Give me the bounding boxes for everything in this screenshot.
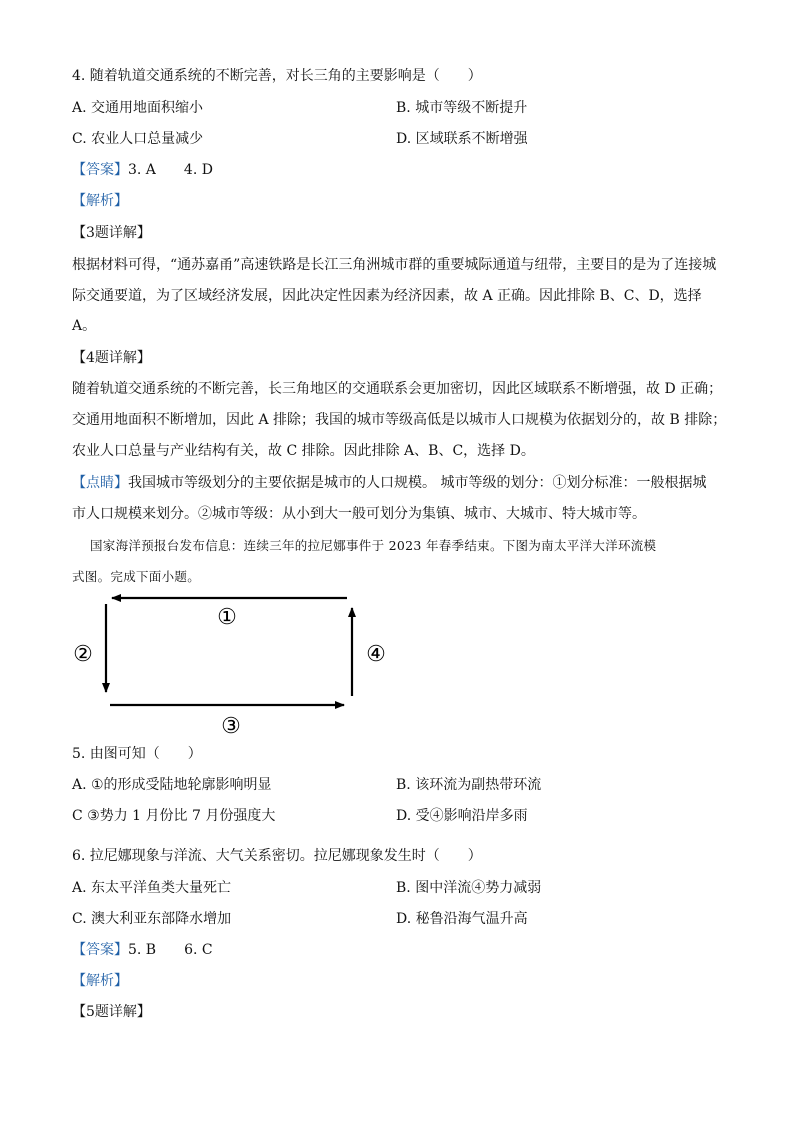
answer-text: 3. A 4. D [128, 162, 213, 178]
q6-option-b: B. 图中洋流④势力减弱 [396, 880, 542, 896]
detail-3-line: A。 [72, 318, 97, 334]
answer-label: 【答案】 [72, 942, 128, 958]
q5-option-c: C ③势力 1 月份比 7 月份强度大 [72, 808, 276, 824]
answer-label: 【答案】 [72, 162, 128, 178]
label-circle-3: ③ [221, 714, 241, 738]
tip-text: 我国城市等级划分的主要依据是城市的人口规模。 城市等级的划分：①划分标准：一般根据城 [128, 475, 707, 491]
tip-label: 【点睛】 [72, 475, 128, 491]
analysis-label-1: 【解析】 [72, 193, 128, 209]
material-line: 国家海洋预报台发布信息：连续三年的拉尼娜事件于 2023 年春季结束。下图为南太平洋大洋环流模 [90, 538, 657, 553]
detail-3-line: 际交通要道，为了区域经济发展，因此决定性因素为经济因素，故 A 正确。因此排除 B、C、D，选择 [72, 288, 702, 304]
q4-option-c: C. 农业人口总量减少 [72, 131, 204, 147]
question-5-stem: 5. 由图可知（ ） [72, 746, 202, 762]
detail-3-line: 根据材料可得，“通苏嘉甬”高速铁路是长江三角洲城市群的重要城际通道与纽带，主要目的是为了连接城 [72, 257, 717, 273]
answer-text: 5. B 6. C [128, 942, 213, 958]
detail-4-line: 交通用地面积不断增加，因此 A 排除；我国的城市等级高低是以城市人口规模为依据划分的，故 B 排除； [72, 412, 727, 428]
label-circle-2: ② [73, 642, 93, 667]
material-line: 式图。完成下面小题。 [72, 569, 201, 584]
detail-4-label: 【4题详解】 [72, 350, 151, 366]
q4-option-a: A. 交通用地面积缩小 [72, 100, 204, 116]
answer-line-2 [72, 940, 213, 960]
q6-option-c: C. 澳大利亚东部降水增加 [72, 911, 232, 927]
q4-option-d: D. 区域联系不断增强 [396, 131, 528, 147]
detail-4-line: 随着轨道交通系统的不断完善，长三角地区的交通联系会更加密切，因此区域联系不断增强，故 D 正确； [72, 381, 723, 397]
answer-line-1 [72, 160, 213, 180]
detail-5-label: 【5题详解】 [72, 1004, 151, 1020]
question-6-stem: 6. 拉尼娜现象与洋流、大气关系密切。拉尼娜现象发生时（ ） [72, 848, 482, 864]
ocean-circulation-diagram [60, 588, 410, 738]
label-circle-4: ④ [366, 642, 386, 667]
q5-option-a: A. ①的形成受陆地轮廓影响明显 [72, 777, 272, 793]
tip-line-1 [72, 473, 706, 493]
q4-option-b: B. 城市等级不断提升 [396, 100, 528, 116]
q6-option-d: D. 秘鲁沿海气温升高 [396, 911, 528, 927]
tip-line-2: 市人口规模来划分。②城市等级：从小到大一般可划分为集镇、城市、大城市、特大城市等。 [72, 506, 646, 522]
question-4-stem: 4. 随着轨道交通系统的不断完善，对长三角的主要影响是（ ） [72, 68, 482, 84]
detail-4-line: 农业人口总量与产业结构有关，故 C 排除。因此排除 A、B、C，选择 D。 [72, 443, 535, 459]
q5-option-d: D. 受④影响沿岸多雨 [396, 808, 528, 824]
label-circle-1: ① [217, 605, 237, 630]
q5-option-b: B. 该环流为副热带环流 [396, 777, 542, 793]
q6-option-a: A. 东太平洋鱼类大量死亡 [72, 880, 232, 896]
detail-3-label: 【3题详解】 [72, 225, 151, 241]
analysis-label-2: 【解析】 [72, 973, 128, 989]
